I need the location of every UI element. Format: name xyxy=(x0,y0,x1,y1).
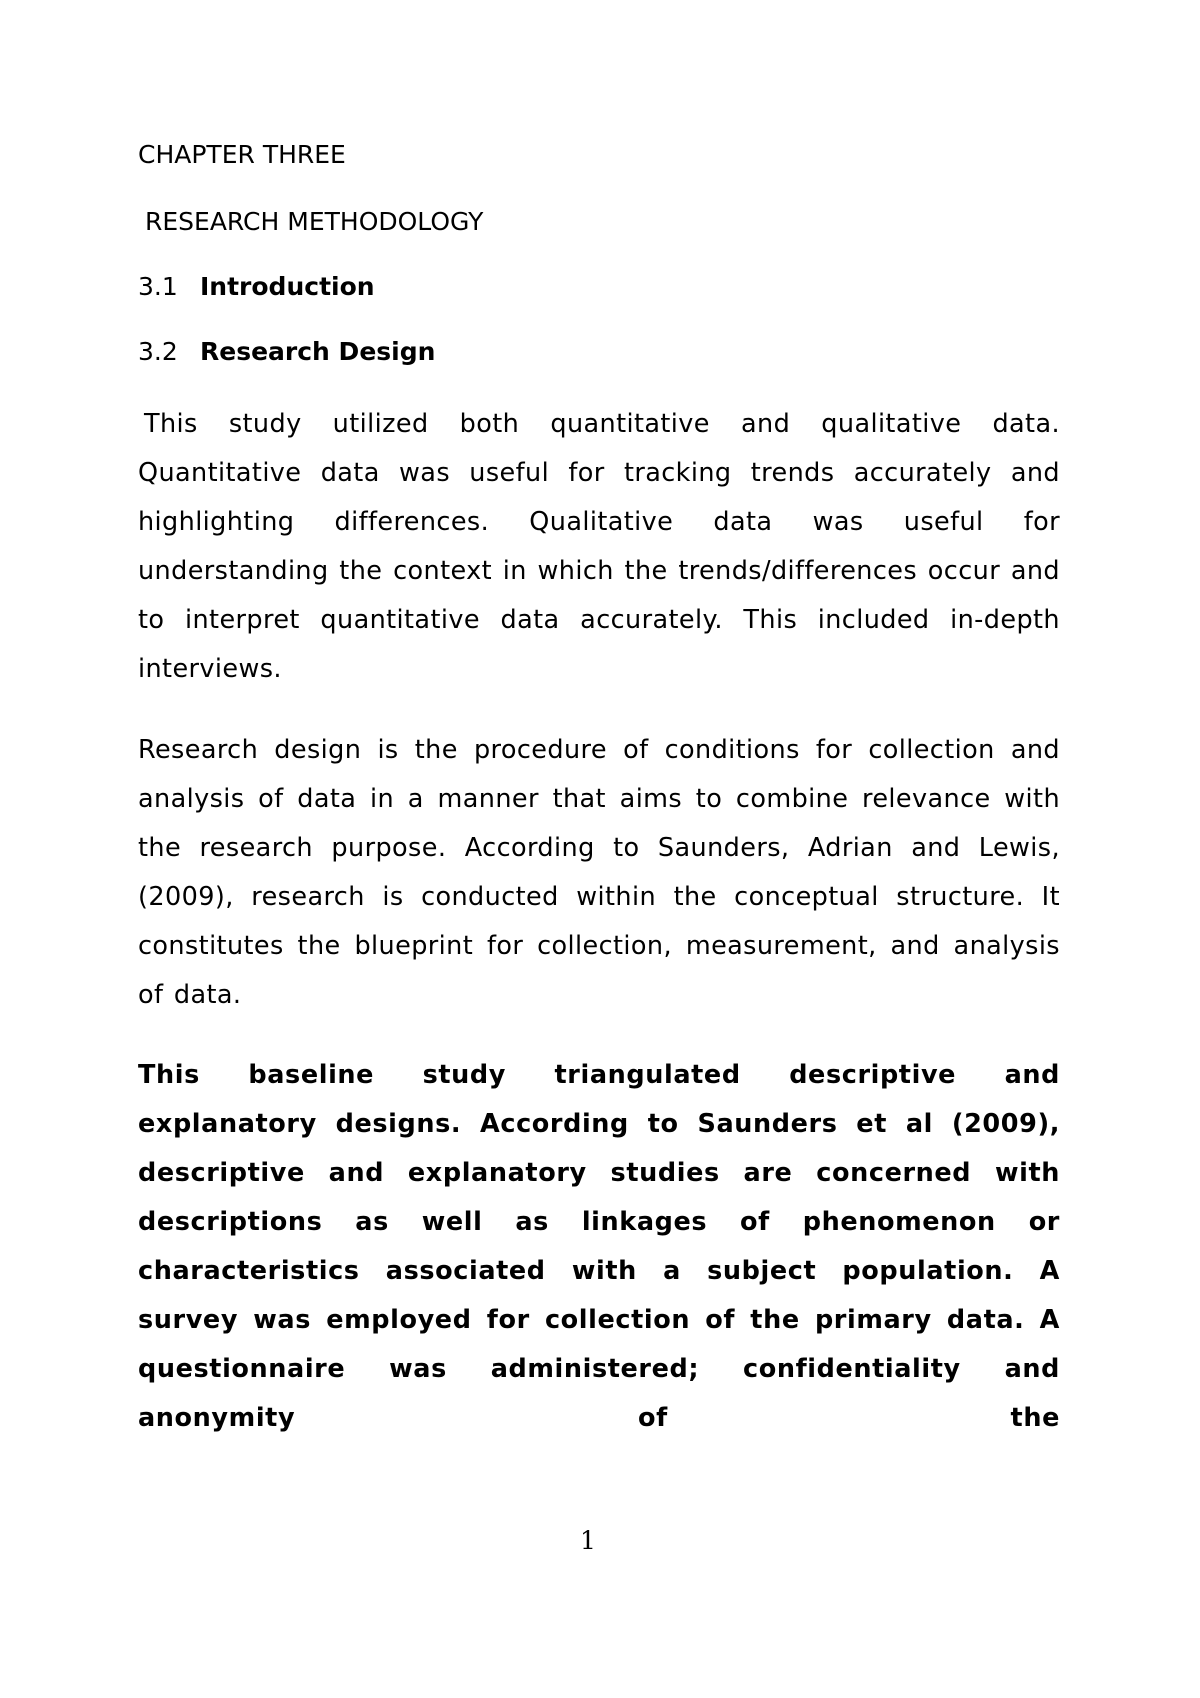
chapter-title: CHAPTER THREE xyxy=(138,140,346,169)
body-paragraph-bold: This baseline study triangulated descriptive and explanatory designs. According to Saunders et al (2009), descriptive and explanatory studies are concerned with descriptions as well as linkages of phenomenon or characteristics associated with a subject population. A survey was employed for collection of the primary data. A questionnaire was administered; confidentiality and anonymity of the xyxy=(138,1060,1060,1433)
subsection-label: Research Design xyxy=(200,337,436,366)
page-content xyxy=(138,140,1060,1443)
subsection-label: Introduction xyxy=(200,272,375,301)
section-title: RESEARCH METHODOLOGY xyxy=(145,207,484,236)
subsection-number: 3.2 xyxy=(138,337,178,366)
body-paragraph: Research design is the procedure of conditions for collection and analysis of data in a manner that aims to combine relevance with the research purpose. According to Saunders, Adrian and Lewis, (2009), research is conducted within the conceptual structure. It constitutes the blueprint for collection, measurement, and analysis of data. xyxy=(138,735,1060,1010)
subsection-heading-introduction xyxy=(138,272,1060,302)
page-number: 1 xyxy=(580,1526,596,1555)
subsection-heading-research-design xyxy=(138,337,1060,367)
subsection-number: 3.1 xyxy=(138,272,178,301)
body-paragraph: This study utilized both quantitative and qualitative data. Quantitative data was useful for tracking trends accurately and highlighting differences. Qualitative data was useful for understanding the context in which the trends/differences occur and to interpret quantitative data accurately. This included in-depth interviews. xyxy=(138,409,1060,684)
